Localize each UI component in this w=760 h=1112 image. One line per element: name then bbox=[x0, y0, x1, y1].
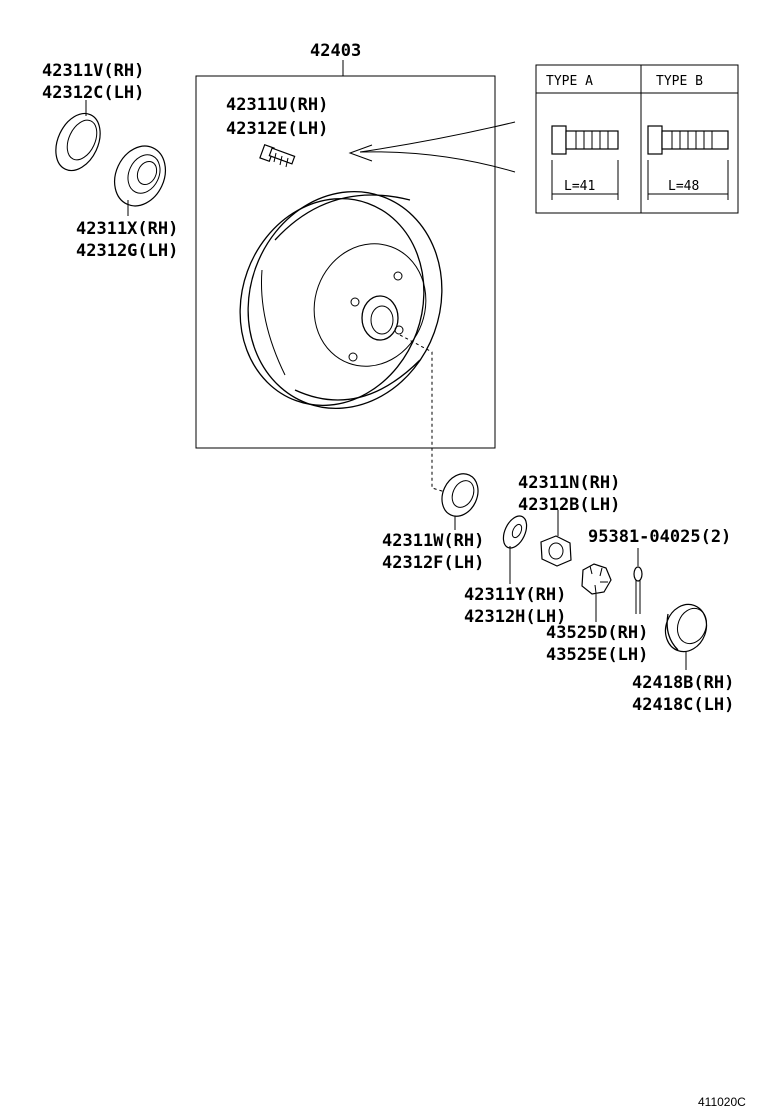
inner-bearing-label-rh[interactable]: 42311W(RH) bbox=[382, 531, 485, 551]
grease-cap-label-rh[interactable]: 42418B(RH) bbox=[632, 673, 735, 693]
hub-bolt-label-rh[interactable]: 42311U(RH) bbox=[226, 95, 329, 115]
inner-bearing[interactable] bbox=[435, 468, 484, 522]
nut-label-lh[interactable]: 42312B(LH) bbox=[518, 495, 621, 515]
hub-bolt[interactable] bbox=[260, 145, 295, 167]
grease-cap[interactable] bbox=[659, 599, 713, 658]
hub-bolt-label-lh[interactable]: 42312E(LH) bbox=[226, 119, 329, 139]
cotter-pin[interactable] bbox=[634, 567, 642, 614]
type-arrow-line bbox=[360, 122, 515, 152]
arrow-head-icon bbox=[350, 145, 372, 161]
type-b-header: TYPE B bbox=[656, 74, 703, 89]
brake-drum[interactable] bbox=[212, 164, 472, 436]
lock-cap-label-rh[interactable]: 43525D(RH) bbox=[546, 623, 649, 643]
centerline bbox=[400, 335, 452, 494]
hub-nut[interactable] bbox=[541, 536, 571, 566]
washer-label-rh[interactable]: 42311Y(RH) bbox=[464, 585, 567, 605]
type-arrow-line-lower bbox=[360, 152, 515, 172]
type-b-length: L=48 bbox=[668, 179, 700, 194]
oil-seal-label-lh[interactable]: 42312C(LH) bbox=[42, 83, 145, 103]
cotter-pin-label[interactable]: 95381-04025(2) bbox=[588, 527, 732, 547]
nut-label-rh[interactable]: 42311N(RH) bbox=[518, 473, 621, 493]
lock-nut-cap[interactable] bbox=[582, 564, 611, 594]
outer-bearing-label-lh[interactable]: 42312G(LH) bbox=[76, 241, 179, 261]
outer-bearing-label-rh[interactable]: 42311X(RH) bbox=[76, 219, 179, 239]
drum-assembly-label[interactable]: 42403 bbox=[310, 41, 362, 61]
figure-code: 411020C bbox=[698, 1095, 746, 1109]
washer-label-lh[interactable]: 42312H(LH) bbox=[464, 607, 567, 627]
type-a-header: TYPE A bbox=[546, 74, 593, 89]
lock-cap-label-lh[interactable]: 43525E(LH) bbox=[546, 645, 649, 665]
thrust-washer[interactable] bbox=[499, 512, 531, 551]
inner-bearing-label-lh[interactable]: 42312F(LH) bbox=[382, 553, 485, 573]
type-a-length: L=41 bbox=[564, 179, 596, 194]
oil-seal-label-rh[interactable]: 42311V(RH) bbox=[42, 61, 145, 81]
grease-cap-label-lh[interactable]: 42418C(LH) bbox=[632, 695, 735, 715]
outer-bearing[interactable] bbox=[105, 138, 175, 214]
oil-seal[interactable] bbox=[47, 106, 109, 177]
